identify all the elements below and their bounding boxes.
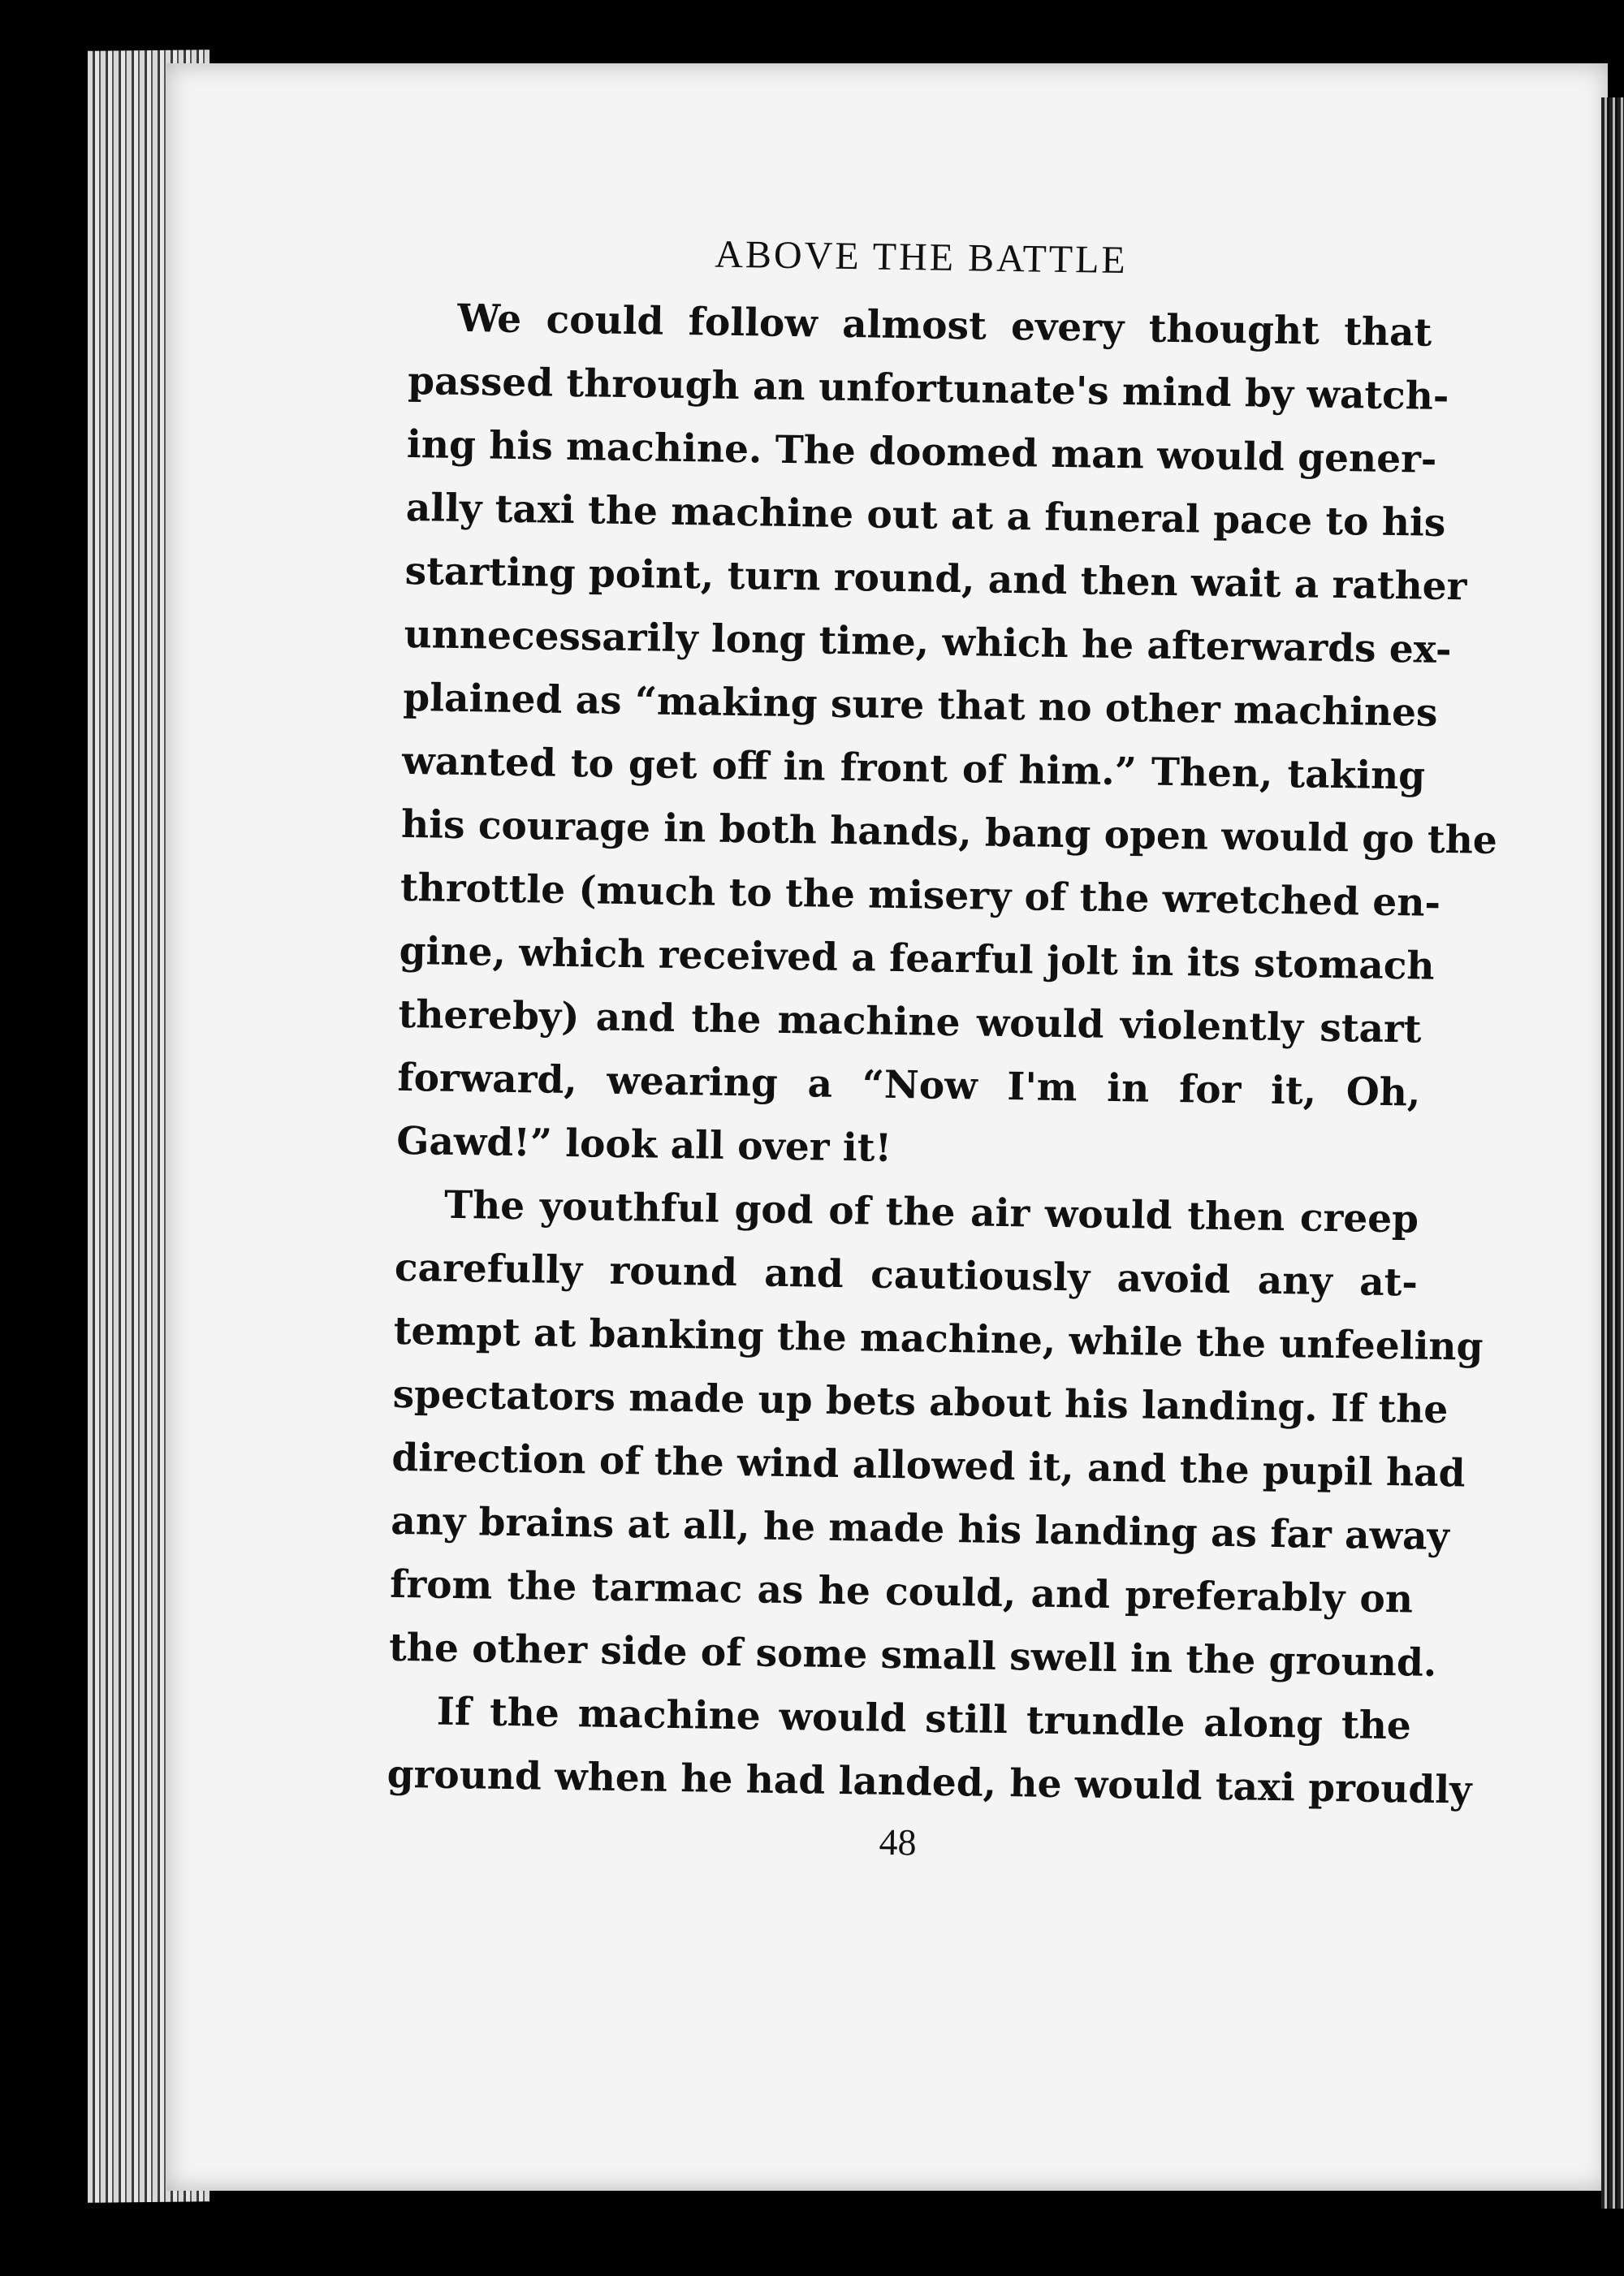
text-line: any brains at all, he made his landing as far away [390, 1498, 1450, 1560]
paragraph-2 [388, 1173, 1484, 1695]
text-line: direction of the wind allowed it, and the pupil had [391, 1435, 1466, 1496]
paragraph-3 [387, 1680, 1472, 1822]
text-line: passed through an unfortunate's mind by watch- [407, 358, 1449, 419]
running-head: ABOVE THE BATTLE [714, 232, 1129, 283]
text-line: If the machine would still trundle along the [436, 1689, 1412, 1749]
page-text-block [386, 227, 1498, 1871]
text-line: ing his machine. The doomed man would gener- [406, 421, 1437, 482]
text-line: gine, which received a fearful jolt in its stomach [399, 928, 1435, 989]
text-line: forward, wearing a “Now I'm in for it, Oh, [397, 1055, 1421, 1116]
text-line: ground when he had landed, he would taxi proudly [387, 1751, 1472, 1813]
text-line: his courage in both hands, bang open would go the [400, 801, 1498, 863]
text-line: starting point, turn round, and then wait a rather [404, 548, 1467, 610]
text-line: thereby) and the machine would violently start [398, 991, 1422, 1052]
text-line: from the tarmac as he could, and preferably on [389, 1561, 1414, 1622]
text-line: plained as “making sure that no other machines [402, 675, 1438, 736]
paragraph-1 [395, 287, 1498, 1189]
text-line: wanted to get off in front of him.” Then, taking [401, 738, 1426, 799]
text-line: Gawd!” look all over it! [395, 1118, 892, 1171]
text-line: We could follow almost every thought that [456, 296, 1432, 356]
page-number: 48 [879, 1820, 917, 1864]
text-line: carefully round and cautiously avoid any at- [394, 1245, 1419, 1306]
text-line: spectators made up bets about his landing. If the [392, 1371, 1449, 1433]
text-line: The youthful god of the air would then creep [443, 1182, 1419, 1242]
text-line: tempt at banking the machine, while the unfeeling [393, 1308, 1484, 1370]
text-line: the other side of some small swell in the ground. [388, 1625, 1437, 1686]
book-binding-edge [1601, 97, 1624, 2209]
text-line: throttle (much to the misery of the wretched en- [400, 865, 1441, 926]
text-line: ally taxi the machine out at a funeral pace to his [405, 485, 1446, 546]
text-line: unnecessarily long time, which he afterwards ex- [404, 611, 1452, 673]
